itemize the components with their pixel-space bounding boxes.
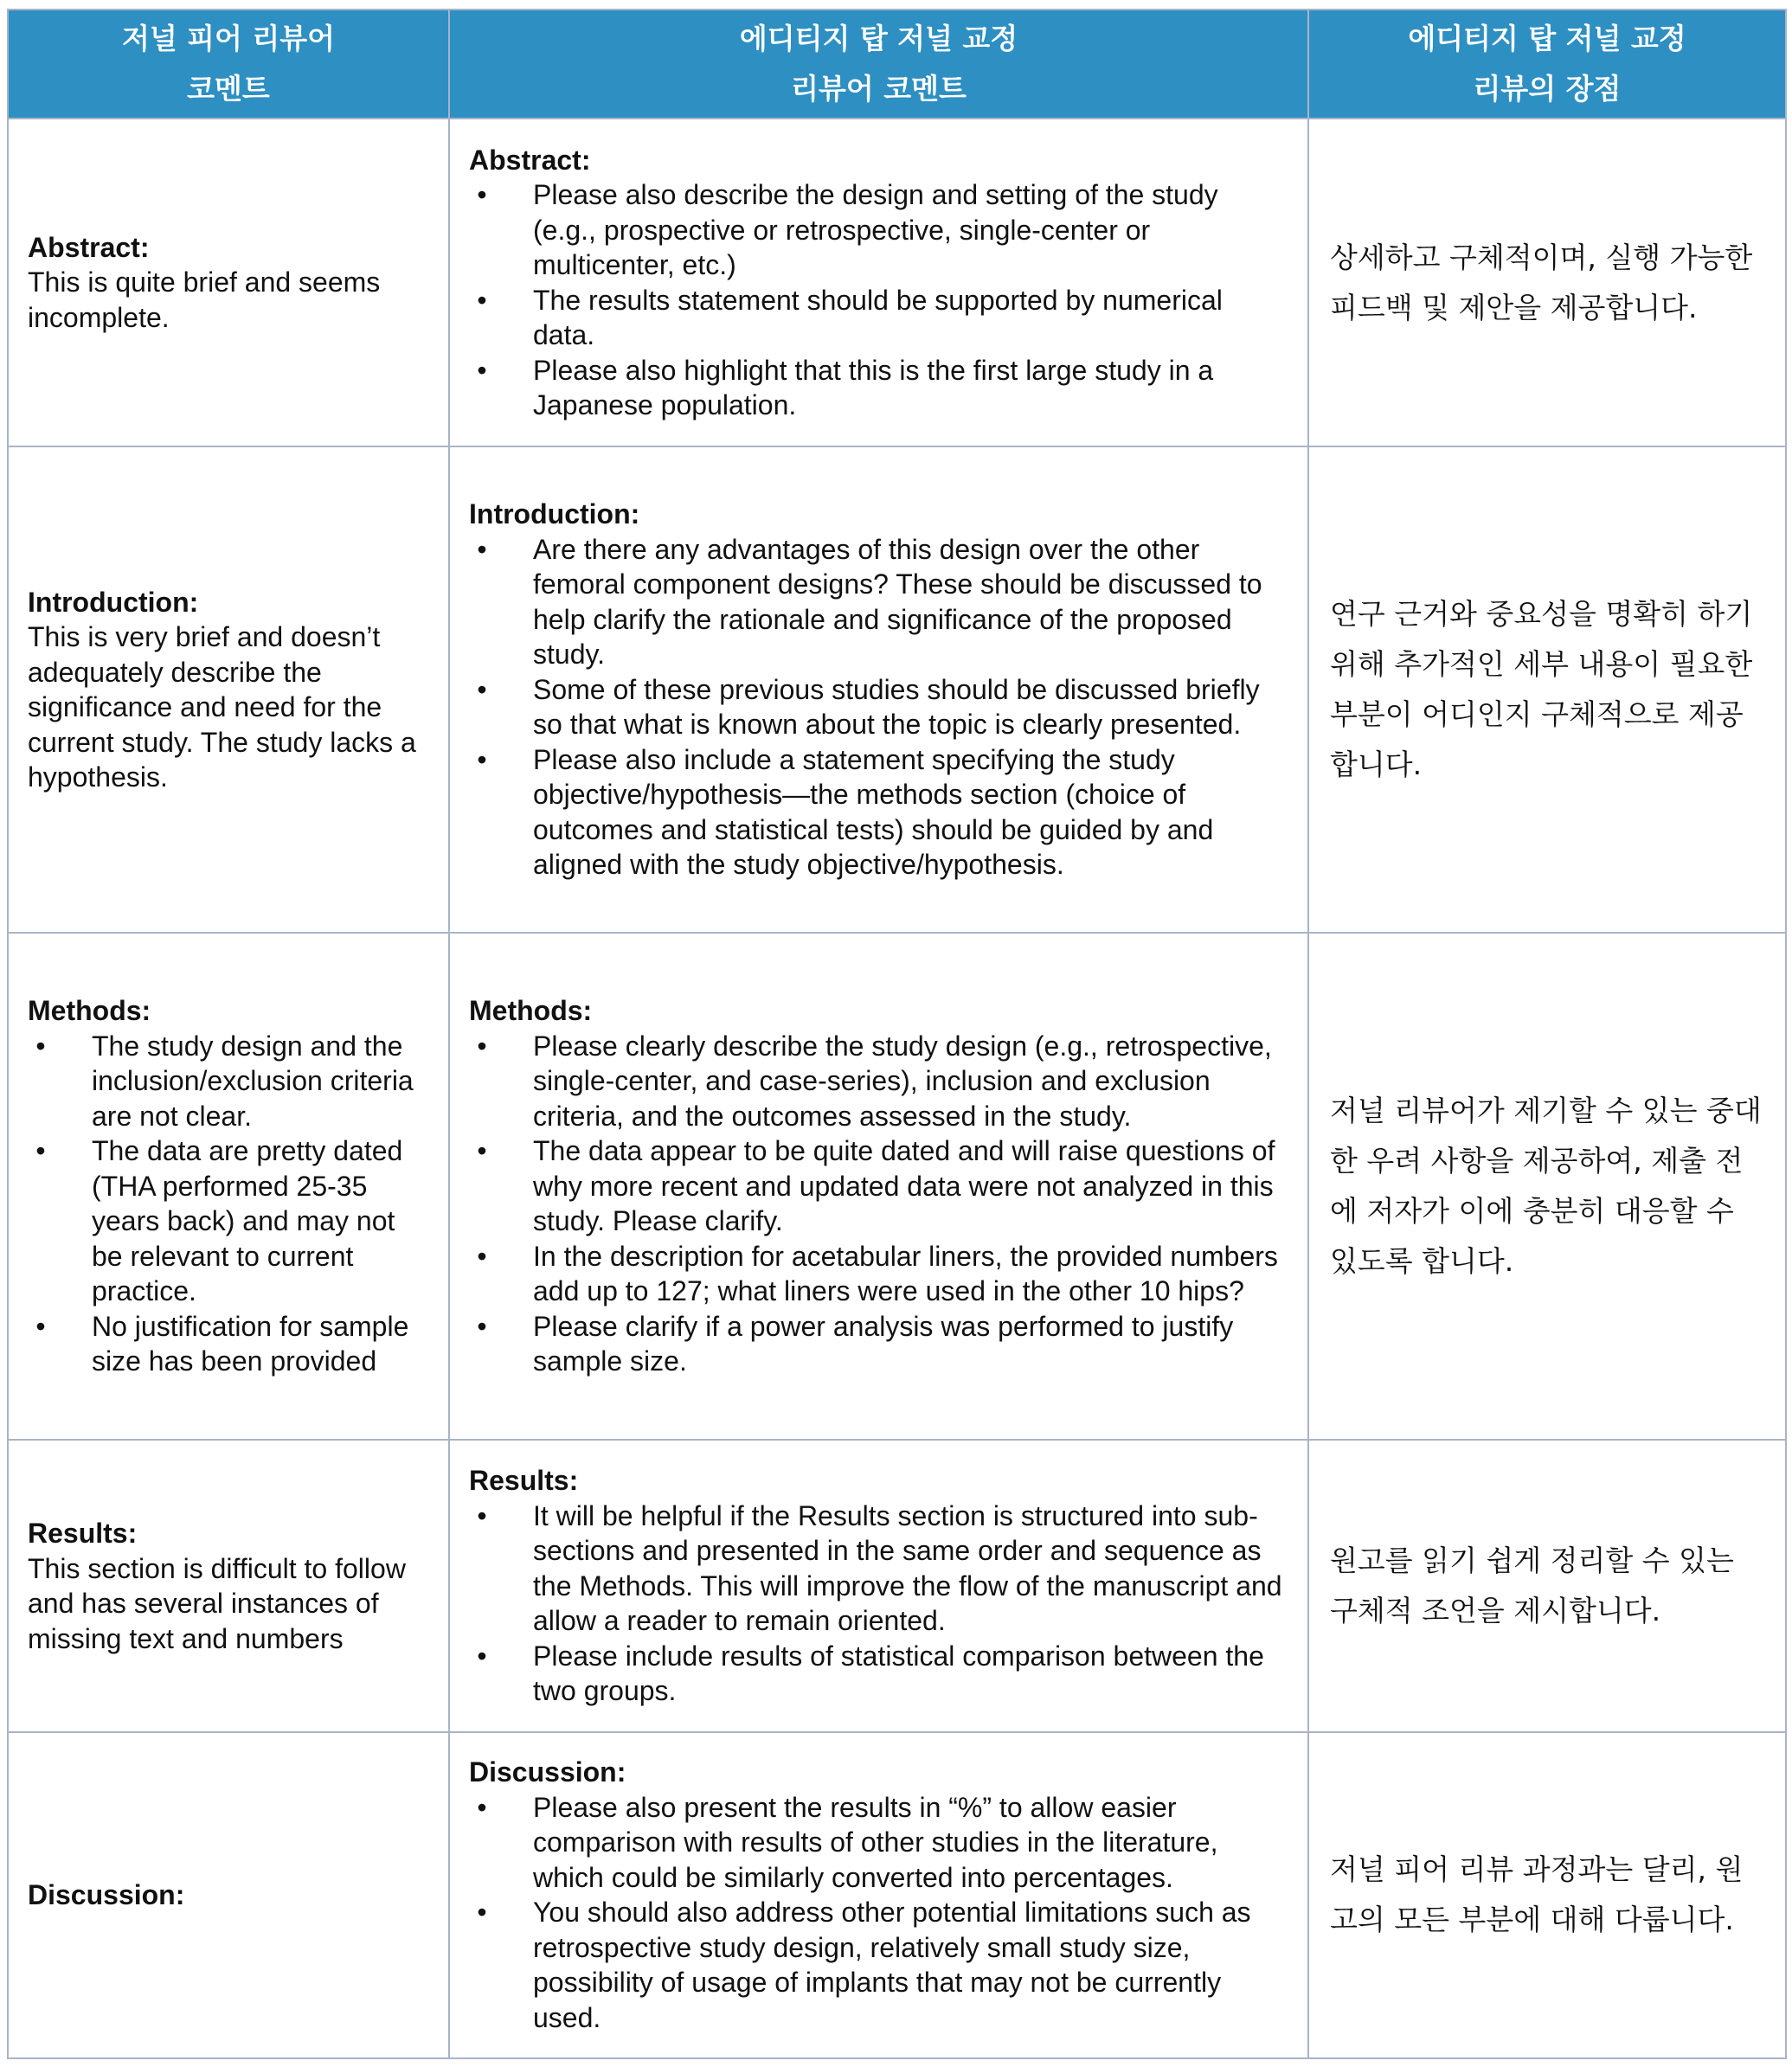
table-row <box>8 119 1786 446</box>
list-item-text: In the description for acetabular liners, the provided numbers add up to 127; what liners were used in the other 10 hips? <box>533 1240 1278 1307</box>
bullet-icon: • <box>35 1135 46 1167</box>
list-item-text: The study design and the inclusion/exclusion criteria are not clear. <box>92 1030 414 1132</box>
list-item <box>469 353 1288 423</box>
list-item <box>469 177 1288 283</box>
section-title: Methods: <box>28 995 151 1027</box>
list-item-text: Are there any advantages of this design over the other femoral component designs? These should be discussed to help clarify the rationale and significance of the proposed study. <box>533 533 1262 671</box>
header-editage-reviewer <box>449 10 1308 119</box>
bullet-list <box>469 177 1288 423</box>
section-title: Introduction: <box>28 586 199 618</box>
bullet-icon: • <box>477 743 487 775</box>
list-item <box>469 1133 1288 1239</box>
merit-cell <box>1308 446 1786 933</box>
bullet-list <box>469 1499 1288 1709</box>
editage-comment-cell <box>449 1732 1308 2058</box>
section-title: Abstract: <box>28 231 150 263</box>
list-item <box>469 672 1288 742</box>
merit-text: 상세하고 구체적이며, 실행 가능한 피드백 및 제안을 제공합니다. <box>1330 240 1753 324</box>
editage-comment-cell <box>449 1440 1308 1731</box>
merit-cell <box>1308 119 1786 446</box>
list-item-text: Please also include a statement specifying the study objective/hypothesis—the methods section (choice of outcomes and statistical tests) should be guided by and aligned with the study objective/hypothesis. <box>533 743 1214 881</box>
header-line: 에디티지 탑 저널 교정 <box>739 22 1018 55</box>
section-title: Discussion: <box>28 1879 185 1911</box>
list-item <box>28 1133 429 1309</box>
list-item <box>469 1239 1288 1309</box>
list-item-text: Please clearly describe the study design (e.g., retrospective, single-center, and case-series), inclusion and exclusion criteria, and the outcomes assessed in the study. <box>533 1030 1272 1132</box>
bullet-icon: • <box>477 284 487 316</box>
header-line: 에디티지 탑 저널 교정 <box>1408 22 1686 55</box>
list-item <box>469 1790 1288 1896</box>
bullet-icon: • <box>477 354 487 386</box>
bullet-icon: • <box>477 179 487 211</box>
list-item <box>28 1029 429 1134</box>
bullet-icon: • <box>477 673 487 705</box>
list-item <box>469 1309 1288 1379</box>
section-title: Results: <box>28 1518 138 1550</box>
editage-comment-cell <box>449 446 1308 933</box>
list-item-text: No justification for sample size has been provided <box>92 1310 409 1377</box>
list-item <box>469 283 1288 353</box>
bullet-list <box>469 1790 1288 2036</box>
bullet-icon: • <box>477 1135 487 1167</box>
header-journal-reviewer <box>8 10 449 119</box>
section-title: Introduction: <box>469 498 640 530</box>
table-row <box>8 446 1786 933</box>
table-row <box>8 1732 1786 2058</box>
list-item <box>28 1309 429 1379</box>
bullet-list <box>469 1029 1288 1379</box>
bullet-list <box>469 532 1288 883</box>
journal-comment-cell <box>8 1732 449 2058</box>
merit-cell <box>1308 933 1786 1441</box>
journal-comment-cell <box>8 119 449 446</box>
merit-cell <box>1308 1440 1786 1731</box>
table-body <box>8 119 1786 2058</box>
bullet-list <box>28 1029 429 1379</box>
bullet-icon: • <box>477 1310 487 1342</box>
list-item-text: Please include results of statistical comparison between the two groups. <box>533 1640 1264 1707</box>
merit-text: 저널 리뷰어가 제기할 수 있는 중대한 우려 사항을 제공하여, 제출 전에 저자가 이에 충분히 대응할 수 있도록 합니다. <box>1330 1094 1762 1279</box>
list-item-text: Please also highlight that this is the first large study in a Japanese population. <box>533 354 1214 421</box>
list-item-text: You should also address other potential limitations such as retrospective study design, relatively small study size, possibility of usage of implants that may not be currently used. <box>533 1897 1251 2033</box>
list-item-text: The data are pretty dated (THA performed 25-35 years back) and may not be relevant to current practice. <box>92 1135 403 1307</box>
list-item <box>469 1029 1288 1134</box>
bullet-icon: • <box>477 1791 487 1823</box>
bullet-icon: • <box>477 1897 487 1929</box>
merit-text: 연구 근거와 중요성을 명확히 하기 위해 추가적인 세부 내용이 필요한 부분이 어디인지 구체적으로 제공합니다. <box>1330 597 1753 782</box>
list-item <box>469 1499 1288 1639</box>
list-item-text: Some of these previous studies should be discussed briefly so that what is known about the topic is clearly presented. <box>533 673 1260 741</box>
merit-text: 원고를 읽기 쉽게 정리할 수 있는 구체적 조언을 제시합니다. <box>1330 1544 1734 1628</box>
table-row <box>8 1440 1786 1731</box>
list-item-text: Please also present the results in “%” to allow easier comparison with results of other studies in the literature, which could be similarly converted into percentages. <box>533 1791 1218 1893</box>
list-item-text: Please clarify if a power analysis was performed to justify sample size. <box>533 1310 1234 1377</box>
journal-comment-cell <box>8 933 449 1441</box>
header-editage-merit <box>1308 10 1786 119</box>
editage-comment-cell <box>449 119 1308 446</box>
list-item-text: The data appear to be quite dated and will raise questions of why more recent and updated data were not analyzed in this study. Please clarify. <box>533 1135 1275 1237</box>
section-title: Methods: <box>469 995 593 1027</box>
section-title: Results: <box>469 1465 579 1497</box>
bullet-icon: • <box>477 1030 487 1062</box>
list-item-text: It will be helpful if the Results section is structured into sub-sections and presented in the same order and sequence as the Methods. This will improve the flow of the manuscript and allow a reader to remain oriented. <box>533 1499 1282 1637</box>
header-line: 코멘트 <box>187 72 270 106</box>
list-item-text: Please also describe the design and setting of the study (e.g., prospective or retrospective, single-center or multicenter, etc.) <box>533 179 1218 281</box>
comment-text: This is quite brief and seems incomplete. <box>28 266 381 333</box>
bullet-icon: • <box>477 1499 487 1531</box>
comparison-table <box>7 9 1787 2059</box>
header-row <box>8 10 1786 119</box>
list-item-text: The results statement should be supported by numerical data. <box>533 284 1223 351</box>
bullet-icon: • <box>35 1310 46 1342</box>
merit-text: 저널 피어 리뷰 과정과는 달리, 원고의 모든 부분에 대해 다룹니다. <box>1330 1852 1744 1937</box>
bullet-icon: • <box>477 1640 487 1672</box>
editage-comment-cell <box>449 933 1308 1441</box>
header-line: 리뷰어 코멘트 <box>791 72 967 106</box>
list-item <box>469 742 1288 883</box>
comment-text: This is very brief and doesn’t adequately describe the significance and need for the current study. The study lacks a hypothesis. <box>28 621 416 793</box>
merit-cell <box>1308 1732 1786 2058</box>
header-line: 리뷰의 장점 <box>1473 72 1622 106</box>
header-line: 저널 피어 리뷰어 <box>121 22 336 55</box>
bullet-icon: • <box>35 1030 46 1062</box>
bullet-icon: • <box>477 533 487 565</box>
list-item <box>469 1895 1288 2035</box>
journal-comment-cell <box>8 446 449 933</box>
bullet-icon: • <box>477 1240 487 1272</box>
section-title: Abstract: <box>469 144 591 176</box>
list-item <box>469 532 1288 672</box>
journal-comment-cell <box>8 1440 449 1731</box>
list-item <box>469 1639 1288 1709</box>
section-title: Discussion: <box>469 1756 626 1788</box>
table-row <box>8 933 1786 1441</box>
comment-text: This section is difficult to follow and has several instances of missing text and numbers <box>28 1552 406 1654</box>
